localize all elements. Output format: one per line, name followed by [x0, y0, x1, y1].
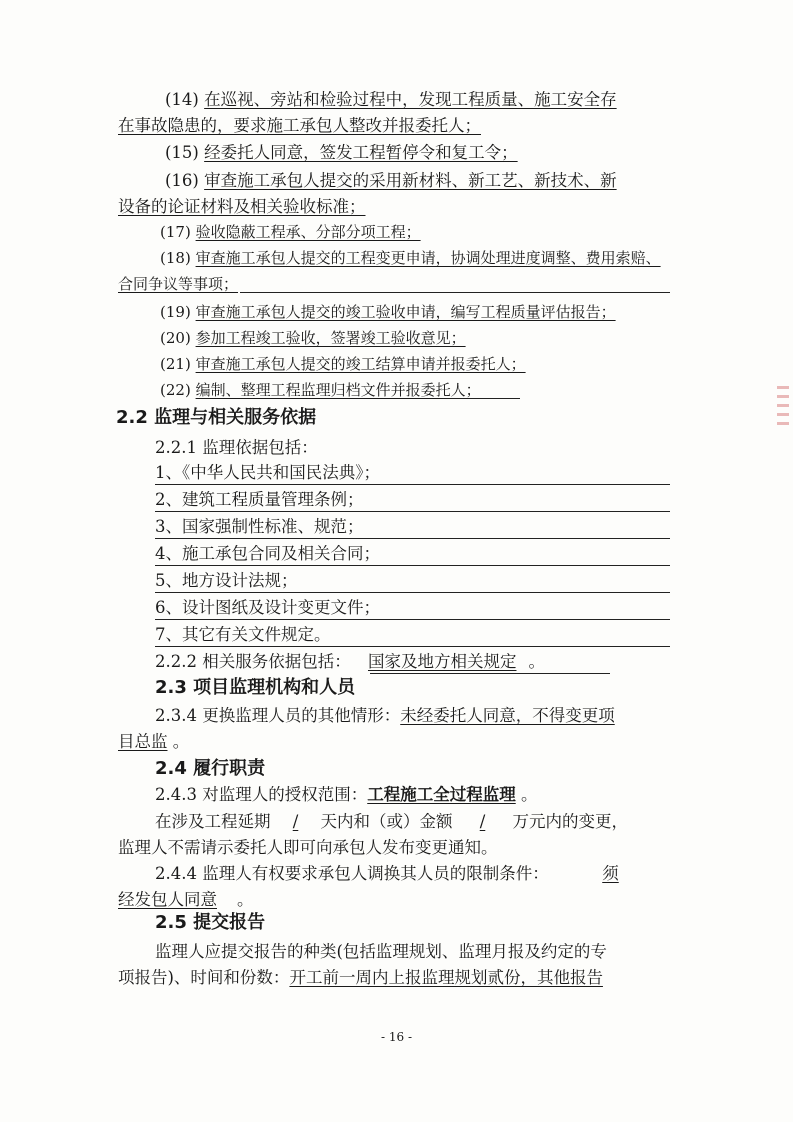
service-basis-end: 。: [528, 652, 545, 671]
replace-personnel-line2: [118, 888, 254, 912]
item-19-text: 审查施工承包人提交的竣工验收申请，编写工程质量评估报告；: [195, 303, 616, 321]
item-16-text-line2: 设备的论证材料及相关验收标准；: [118, 197, 366, 216]
item-22: [160, 378, 481, 402]
authorization-end: 。: [520, 785, 538, 804]
basis-item: 4、施工承包合同及相关合同；: [155, 544, 380, 563]
basis-item: 7、其它有关文件规定。: [155, 625, 331, 644]
service-basis-value: 国家及地方相关规定: [367, 652, 517, 671]
delay-amount-blank: /: [479, 812, 486, 831]
item-19-number: (19): [160, 303, 191, 321]
blank-line: [440, 398, 520, 399]
item-17: [160, 220, 421, 244]
report-text-value: 开工前一周内上报监理规划贰份，其他报告: [289, 968, 603, 987]
replace-staff-value-line2: 目总监: [118, 732, 168, 751]
replace-personnel-end: 。: [237, 890, 254, 909]
item-20: [160, 326, 466, 350]
authorization-value: 工程施工全过程监理: [367, 785, 516, 804]
item-20-number: (20): [160, 329, 191, 347]
item-18-number: (18): [160, 249, 191, 267]
item-14-text-line2: 在事故隐患的，要求施工承包人整改并报委托人；: [118, 116, 481, 135]
item-15-number: (15): [165, 143, 199, 162]
item-21: [160, 352, 526, 376]
basis-underline: [155, 511, 670, 512]
replace-staff-line2: [118, 730, 189, 754]
item-14: [165, 88, 617, 112]
item-16-text-line1: 审查施工承包人提交的采用新材料、新工艺、新技术、新: [204, 171, 617, 190]
replace-personnel-value-line1: 须: [602, 864, 619, 883]
item-21-number: (21): [160, 355, 191, 373]
item-15: [165, 141, 518, 165]
delay-clause-line2: 监理人不需请示委托人即可向承包人发布变更通知。: [118, 838, 498, 857]
item-17-text: 验收隐蔽工程承、分部分项工程；: [195, 223, 421, 241]
item-14-text-line1: 在巡视、旁站和检验过程中，发现工程质量、施工安全存: [204, 90, 617, 109]
basis-underline: [155, 484, 670, 485]
blank-line: [240, 292, 670, 293]
service-basis-underline: [370, 673, 610, 674]
delay-text-2: 天内和（或）金额: [320, 812, 453, 831]
page-number: - 16 -: [380, 1030, 412, 1044]
basis-underline: [155, 619, 670, 620]
basis-underline: [155, 592, 670, 593]
basis-item: 2、建筑工程质量管理条例；: [155, 490, 364, 509]
replace-personnel-value-line2: 经发包人同意: [118, 890, 217, 909]
item-15-text: 经委托人同意，签发工程暂停令和复工令；: [204, 143, 518, 162]
item-22-text: 编制、整理工程监理归档文件并报委托人；: [195, 381, 481, 399]
item-17-number: (17): [160, 223, 191, 241]
report-text-line2: [118, 966, 603, 990]
service-basis: [155, 650, 545, 674]
item-16-number: (16): [165, 171, 199, 190]
replace-staff-label: 2.3.4 更换监理人员的其他情形：: [155, 706, 401, 725]
basis-underline: [155, 646, 670, 647]
section-2-4-heading: 2.4 履行职责: [155, 758, 266, 779]
report-text-label: 项报告)、时间和份数：: [118, 968, 290, 987]
replace-staff: [155, 704, 615, 728]
section-2-2-heading: 2.2 监理与相关服务依据: [116, 407, 317, 428]
delay-days-blank: /: [292, 812, 299, 831]
delay-text-1: 在涉及工程延期: [155, 812, 271, 831]
item-18-text-line1: 审查施工承包人提交的工程变更申请，协调处理进度调整、费用索赔、: [195, 249, 661, 267]
section-2-3-heading: 2.3 项目监理机构和人员: [155, 677, 356, 698]
item-14-number: (14): [165, 90, 199, 109]
delay-clause: [155, 810, 628, 834]
item-21-text: 审查施工承包人提交的竣工结算申请并报委托人；: [195, 355, 526, 373]
replace-personnel: [155, 862, 619, 886]
item-20-text: 参加工程竣工验收，签署竣工验收意见；: [195, 329, 466, 347]
authorization-label: 2.4.3 对监理人的授权范围：: [155, 785, 368, 804]
item-18-text-line2: 合同争议等事项；: [118, 275, 239, 293]
basis-item: 6、设计图纸及设计变更文件；: [155, 598, 380, 617]
basis-item: 1、《中华人民共和国民法典》；: [155, 463, 380, 482]
replace-staff-end: 。: [172, 732, 190, 751]
section-2-5-heading: 2.5 提交报告: [155, 912, 266, 933]
authorization-scope: [155, 783, 537, 807]
basis-underline: [155, 565, 670, 566]
replace-personnel-label: 2.4.4 监理人有权要求承包人调换其人员的限制条件：: [155, 864, 549, 883]
seal-edge-mark: [777, 380, 791, 460]
replace-staff-value-line1: 未经委托人同意，不得变更项: [400, 706, 615, 725]
basis-item: 3、国家强制性标准、规范；: [155, 517, 364, 536]
service-basis-label: 2.2.2 相关服务依据包括：: [155, 652, 351, 671]
item-16: [165, 169, 617, 193]
item-22-number: (22): [160, 381, 191, 399]
delay-text-3: 万元内的变更，: [512, 812, 628, 831]
report-text-line1: 监理人应提交报告的种类(包括监理规划、监理月报及约定的专: [155, 942, 607, 961]
item-18: [160, 246, 661, 270]
item-19: [160, 300, 616, 324]
basis-intro: 2.2.1 监理依据包括：: [155, 438, 318, 457]
basis-underline: [155, 538, 670, 539]
basis-item: 5、地方设计法规；: [155, 571, 298, 590]
